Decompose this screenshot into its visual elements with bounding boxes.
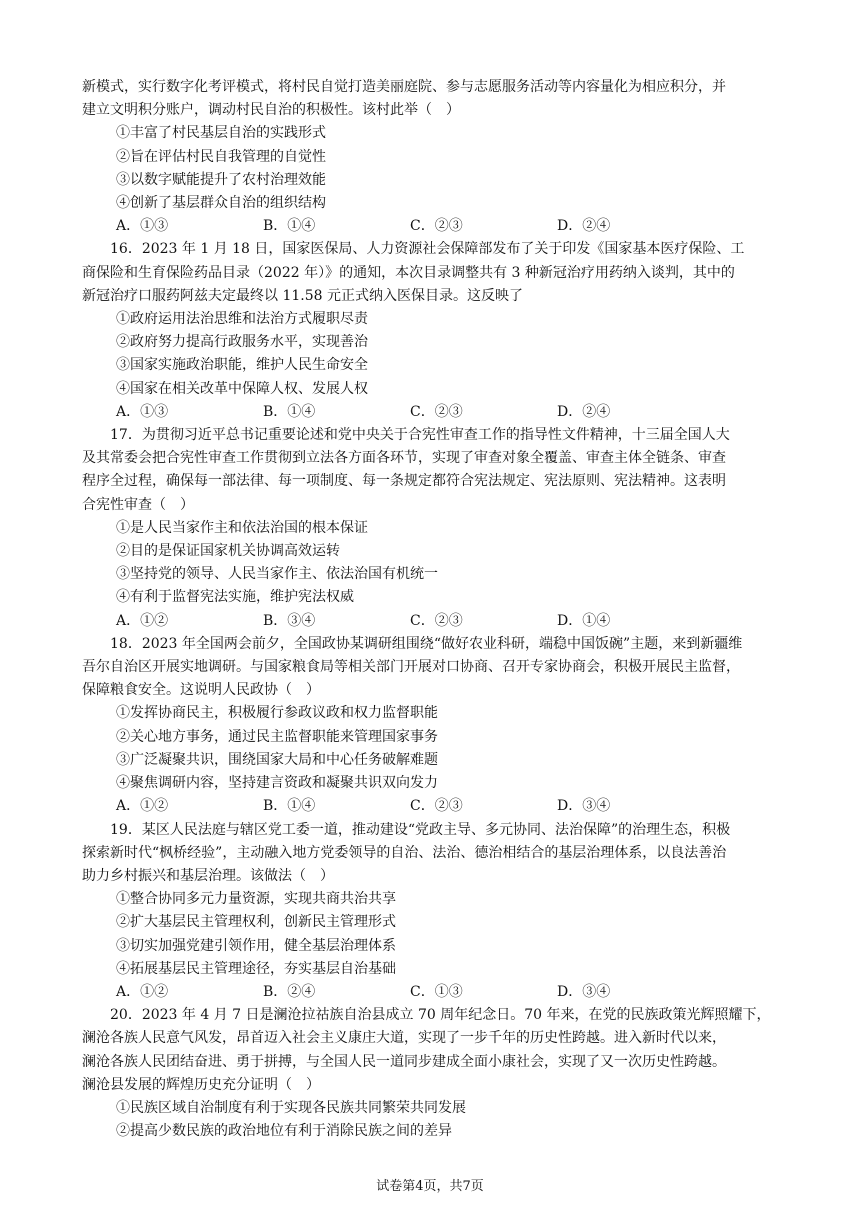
statement-option: ①政府运用法治思维和法治方式履职尽责 [116, 311, 368, 328]
statement-option: ④有利于监督宪法实施，维护宪法权威 [116, 589, 354, 606]
statement-option: ②提高少数民族的政治地位有利于消除民族之间的差异 [116, 1123, 452, 1140]
answer-choices [82, 401, 782, 424]
answer-choice[interactable]: C．②③ [410, 403, 463, 420]
question-20-stem-line: 澜沧各族人民团结奋进、勇于拼搏，与全国人民一道同步建成全面小康社会，实现了又一次历史性跨越。 [82, 1053, 726, 1070]
question-16-stem-line: 16．2023 年 1 月 18 日，国家医保局、人力资源社会保障部发布了关于印发《国家基本医疗保险、工 [110, 241, 745, 258]
answer-choice[interactable]: A．①③ [116, 218, 169, 235]
answer-choice[interactable]: C．②③ [410, 612, 463, 629]
answer-choice[interactable]: D．②④ [557, 218, 611, 235]
answer-choice[interactable]: B．①④ [263, 403, 316, 420]
page-content [82, 76, 782, 1143]
answer-choice[interactable]: A．①② [116, 612, 169, 629]
answer-choices [82, 795, 782, 818]
answer-choice[interactable]: B．③④ [263, 612, 316, 629]
answer-choice[interactable]: C．①③ [410, 983, 463, 1000]
statement-option: ④国家在相关改革中保障人权、发展人权 [116, 380, 368, 397]
page-footer: 试卷第4页，共7页 [376, 1179, 484, 1194]
answer-choice[interactable]: B．①④ [263, 218, 316, 235]
question-16-stem-line: 新冠治疗口服药阿兹夫定最终以 11.58 元正式纳入医保目录。这反映了 [82, 287, 523, 304]
answer-choice[interactable]: D．③④ [557, 798, 611, 815]
question-17-stem-line: 程序全过程，确保每一部法律、每一项制度、每一条规定都符合宪法规定、宪法原则、宪法精神。这表明 [82, 473, 726, 490]
answer-choice[interactable]: B．①④ [263, 798, 316, 815]
statement-option: ①发挥协商民主，积极履行参政议政和权力监督职能 [116, 705, 438, 722]
statement-option: ④聚焦调研内容，坚持建言资政和凝聚共识双向发力 [116, 775, 438, 792]
statement-option: ③以数字赋能提升了农村治理效能 [116, 171, 326, 188]
statement-option: ③广泛凝聚共识，围绕国家大局和中心任务破解难题 [116, 751, 438, 768]
answer-choice[interactable]: D．③④ [557, 983, 611, 1000]
statement-option: ①民族区域自治制度有利于实现各民族共同繁荣共同发展 [116, 1099, 466, 1116]
answer-choice[interactable]: A．①② [116, 798, 169, 815]
statement-option: ①是人民当家作主和依法治国的根本保证 [116, 519, 368, 536]
question-18-stem-line: 吾尔自治区开展实地调研。与国家粮食局等相关部门开展对口协商、召开专家协商会，积极开展民主监督， [82, 659, 740, 676]
question-19-stem-line: 助力乡村振兴和基层治理。该做法（ ） [82, 867, 334, 884]
answer-choice[interactable]: B．②④ [263, 983, 316, 1000]
answer-choice[interactable]: A．①③ [116, 403, 169, 420]
question-18-stem-line: 18．2023 年全国两会前夕，全国政协某调研组围绕“做好农业科研，端稳中国饭碗”主题，来到新疆维 [110, 635, 743, 652]
statement-option: ①丰富了村民基层自治的实践形式 [116, 125, 326, 142]
question-20-stem-line: 澜沧各族人民意气风发，昂首迈入社会主义康庄大道，实现了一步千年的历史性跨越。进入新时代以来， [82, 1030, 726, 1047]
question-16-stem-line: 商保险和生育保险药品目录（2022 年）》的通知，本次目录调整共有 3 种新冠治疗用药纳入谈判，其中的 [82, 264, 735, 281]
question-stem-line: 建立文明积分账户，调动村民自治的积极性。该村此举（ ） [82, 102, 460, 119]
question-18-stem-line: 保障粮食安全。这说明人民政协（ ） [82, 682, 320, 699]
answer-choice[interactable]: A．①② [116, 983, 169, 1000]
statement-option: ②关心地方事务，通过民主监督职能来管理国家事务 [116, 728, 438, 745]
statement-option: ②目的是保证国家机关协调高效运转 [116, 543, 340, 560]
question-17-stem-line: 17．为贯彻习近平总书记重要论述和党中央关于合宪性审查工作的指导性文件精神，十三届全国人大 [110, 427, 730, 444]
statement-option: ③切实加强党建引领作用，健全基层治理体系 [116, 937, 396, 954]
question-19-stem-line: 探索新时代“枫桥经验”，主动融入地方党委领导的自治、法治、德治相结合的基层治理体系，以良法善治 [82, 844, 727, 861]
answer-choices [82, 215, 782, 238]
statement-option: ②扩大基层民主管理权利，创新民主管理形式 [116, 914, 396, 931]
statement-option: ③国家实施政治职能，维护人民生命安全 [116, 357, 368, 374]
question-19-stem-line: 19．某区人民法庭与辖区党工委一道，推动建设“党政主导、多元协同、法治保障”的治理生态，积极 [110, 821, 731, 838]
question-17-stem-line: 合宪性审查（ ） [82, 496, 194, 513]
answer-choices [82, 610, 782, 633]
question-20-stem-line: 20．2023 年 4 月 7 日是澜沧拉祜族自治县成立 70 周年纪念日。70 年来，在党的民族政策光辉照耀下， [110, 1007, 771, 1024]
statement-option: ④拓展基层民主管理途径，夯实基层自治基础 [116, 960, 396, 977]
answer-choice[interactable]: C．②③ [410, 218, 463, 235]
question-17-stem-line: 及其常委会把合宪性审查工作贯彻到立法各方面各环节，实现了审查对象全覆盖、审查主体全链条、审查 [82, 450, 726, 467]
statement-option: ④创新了基层群众自治的组织结构 [116, 195, 326, 212]
answer-choice[interactable]: D．②④ [557, 403, 611, 420]
question-20-stem-line: 澜沧县发展的辉煌历史充分证明（ ） [82, 1076, 320, 1093]
answer-choices [82, 981, 782, 1004]
statement-option: ②旨在评估村民自我管理的自觉性 [116, 148, 326, 165]
statement-option: ③坚持党的领导、人民当家作主、依法治国有机统一 [116, 566, 438, 583]
answer-choice[interactable]: C．②③ [410, 798, 463, 815]
answer-choice[interactable]: D．①④ [557, 612, 611, 629]
statement-option: ②政府努力提高行政服务水平，实现善治 [116, 334, 368, 351]
statement-option: ①整合协同多元力量资源，实现共商共治共享 [116, 891, 396, 908]
question-stem-line: 新模式，实行数字化考评模式，将村民自觉打造美丽庭院、参与志愿服务活动等内容量化为相应积分，并 [82, 79, 726, 95]
